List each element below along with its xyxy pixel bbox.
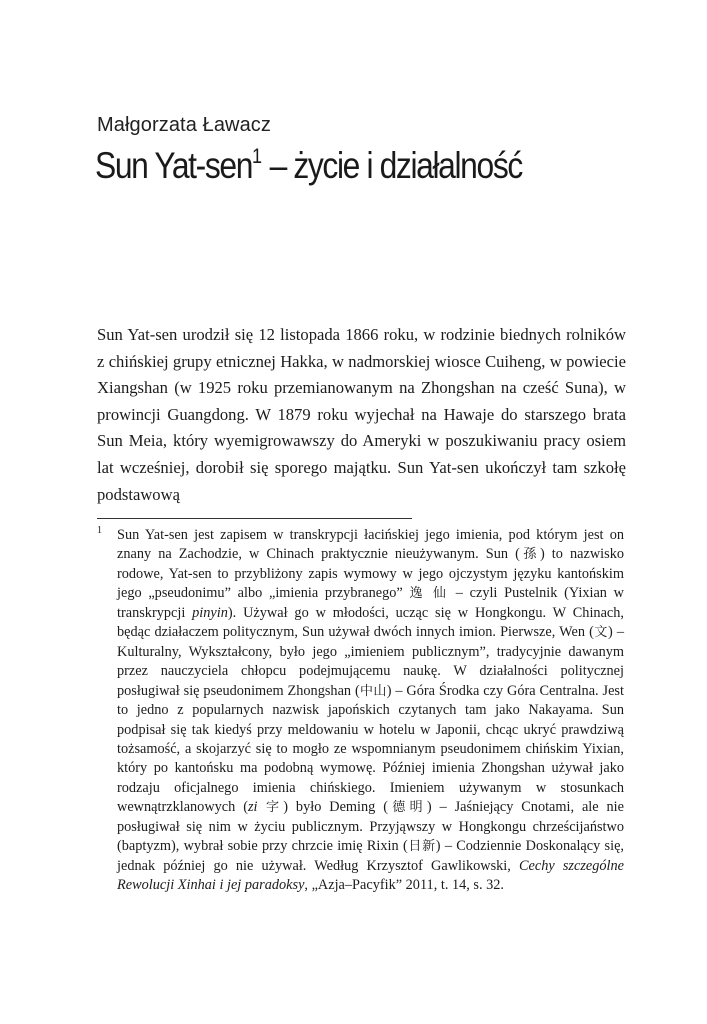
footnote-segment: ) – Kulturalny, Wykształcony, było jego „imieniem publicznym”, tradycyjnie dawanym przez nauczyciela chłopcu podejmującemu naukę. W działalności politycznej posługiwał się pseudonimem Zhongshan ( xyxy=(117,624,624,699)
footnote-chinese-characters: 字 xyxy=(257,800,284,816)
footnote-separator xyxy=(97,518,412,519)
body-paragraph: Sun Yat-sen urodził się 12 listopada 1866 roku, w rodzinie biednych rolników z chińskiej grupy etnicznej Hakka, w nadmorskiej wiosce Cuiheng, w powiecie Xiangshan (w 1925 roku przemianowanym na Zhongshan na cześć Suna), w prowincji Guangdong. W 1879 roku wyjechał na Hawaje do starszego brata Sun Meia, który wyemigrowawszy do Ameryki w poszukiwaniu pracy osiem lat wcześniej, dorobił się sporego majątku. Sun Yat-sen ukończył tam szkołę podstawową xyxy=(97,325,626,504)
footnote-chinese-characters: 德明 xyxy=(387,800,427,816)
footnote-chinese-characters: 文 xyxy=(593,625,608,641)
title-footnote-ref[interactable]: 1 xyxy=(252,145,263,168)
footnote-segment: Sun Yat-sen jest zapisem w transkrypcji łacińskiej jego imienia, pod którym jest on znany na Zachodzie, w Chinach praktycznie nieużywanym. Sun ( xyxy=(117,527,624,563)
footnote-text xyxy=(117,526,624,896)
footnote-italic-citation: Cechy szczególne Rewolucji Xinhai i jej paradoksy xyxy=(117,857,624,894)
title-main: Sun Yat-sen xyxy=(95,145,253,186)
footnote-chinese-characters: 中山 xyxy=(359,683,387,699)
footnote-chinese-characters: 逸 仙 xyxy=(409,586,450,602)
footnote-segment: ) – Codziennie Doskonalący się, jednak później go nie używał. Według Krzysztof Gawlikowski, xyxy=(117,838,624,874)
footnote-segment: ) – Góra Środka czy Góra Centralna. Jest to jedno z popularnych nazwisk japońskich czytanych tam jako Nakayama. Sun podpisał się tak kiedyś przy meldowaniu w hotelu w Japonii, chcąc ukryć prawdziwą tożsamość, a skojarzyć się to mogło ze wspomnianym pseudonimem chińskim Yixian, który po kantońsku ma podobną wymowę. Później imienia Zhongshan używał jako rodzaju oficjalnego imienia chińskiego. Imieniem używanym w stosunkach wewnątrzklanowych ( xyxy=(117,682,624,816)
footnote-chinese-characters: 日新 xyxy=(407,839,436,855)
footnote-segment: , „Azja–Pacyfik” 2011, t. 14, s. 32. xyxy=(304,877,505,894)
footnote-number: 1 xyxy=(97,525,102,536)
footnote-chinese-characters: 孫 xyxy=(519,547,540,563)
footnote-italic-term: pinyin xyxy=(192,604,228,621)
footnote-segment: ) było Deming ( xyxy=(283,799,388,816)
author-name: Małgorzata Ławacz xyxy=(97,114,272,136)
footnote xyxy=(97,526,624,896)
title-rest: – życie i działalność xyxy=(262,145,522,186)
footnote-segment: ) – Jaśniejący Cnotami, ale nie posługiwał się nim w życiu publicznym. Przyjąwszy w Hongkongu chrześcijaństwo (baptyzm), wybrał sobie przy chrzcie imię Rixin ( xyxy=(117,799,624,855)
footnote-segment: ) to nazwisko rodowe, Yat-sen to przybliżony zapis wymowy w jego ojczystym języku kantońskim jego „pseudonimu” albo „imienia przybranego” xyxy=(117,546,624,602)
footnote-italic-term: zi xyxy=(247,799,258,816)
footnote-segment: ). Używał go w młodości, ucząc się w Hongkongu. W Chinach, będąc działaczem politycznym, Sun używał dwóch innych imion. Pierwsze, Wen ( xyxy=(117,604,624,641)
footnote-segment: – czyli Pustelnik (Yixian w transkrypcji xyxy=(117,585,625,621)
body-text xyxy=(97,322,626,508)
chapter-title xyxy=(95,145,522,188)
